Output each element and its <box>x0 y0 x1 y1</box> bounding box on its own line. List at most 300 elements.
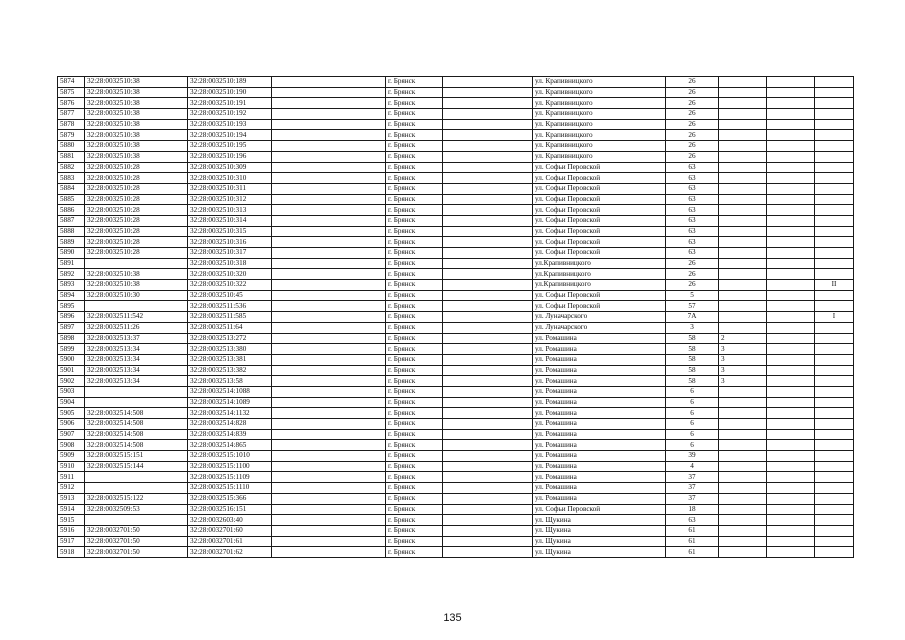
cell-house-number: 58 <box>666 354 719 365</box>
cell-city: г. Брянск <box>386 248 443 259</box>
cell-building-number <box>719 258 767 269</box>
cell-street: ул. Софьи Перовской <box>533 205 666 216</box>
cell-extra-column <box>272 429 386 440</box>
cell-city: г. Брянск <box>386 504 443 515</box>
cell-parent-cadastral-number: 32:28:0032510:28 <box>85 205 188 216</box>
table-row <box>58 536 854 547</box>
cell-street: ул. Софьи Перовской <box>533 226 666 237</box>
cell-city: г. Брянск <box>386 141 443 152</box>
cell-apartment-number <box>767 205 815 216</box>
cell-row-number: 5902 <box>58 376 85 387</box>
cell-house-number: 37 <box>666 472 719 483</box>
table-row <box>58 504 854 515</box>
cell-building-number <box>719 280 767 291</box>
cell-extra-column <box>272 493 386 504</box>
cell-city: г. Брянск <box>386 376 443 387</box>
cell-city: г. Брянск <box>386 461 443 472</box>
table-row <box>58 173 854 184</box>
cell-street: ул. Софьи Перовской <box>533 290 666 301</box>
cell-street: ул. Крапивницкого <box>533 87 666 98</box>
cell-house-number: 26 <box>666 109 719 120</box>
cell-row-number: 5910 <box>58 461 85 472</box>
cell-apartment-number <box>767 483 815 494</box>
cell-parent-cadastral-number: 32:28:0032510:28 <box>85 248 188 259</box>
cell-extra-column <box>272 312 386 323</box>
cell-category <box>815 87 854 98</box>
cell-cadastral-number: 32:28:0032510:192 <box>188 109 272 120</box>
cell-building-number <box>719 98 767 109</box>
cell-street: ул. Ромашина <box>533 333 666 344</box>
cell-street: ул. Луначарского <box>533 322 666 333</box>
cell-extra-column-2 <box>443 376 533 387</box>
cell-extra-column <box>272 472 386 483</box>
cell-cadastral-number: 32:28:0032510:316 <box>188 237 272 248</box>
cell-extra-column <box>272 205 386 216</box>
cell-house-number: 58 <box>666 376 719 387</box>
cell-building-number <box>719 397 767 408</box>
cell-cadastral-number: 32:28:0032510:195 <box>188 141 272 152</box>
cell-building-number <box>719 483 767 494</box>
cell-cadastral-number: 32:28:0032510:45 <box>188 290 272 301</box>
cell-parent-cadastral-number: 32:28:0032514:508 <box>85 429 188 440</box>
cell-category <box>815 333 854 344</box>
cell-category <box>815 536 854 547</box>
cell-category <box>815 290 854 301</box>
cell-parent-cadastral-number: 32:28:0032515:122 <box>85 493 188 504</box>
cell-house-number: 26 <box>666 258 719 269</box>
cell-row-number: 5894 <box>58 290 85 301</box>
cell-category <box>815 386 854 397</box>
cell-building-number <box>719 322 767 333</box>
cell-apartment-number <box>767 386 815 397</box>
cell-parent-cadastral-number: 32:28:0032511:26 <box>85 322 188 333</box>
cell-category <box>815 269 854 280</box>
cell-building-number <box>719 536 767 547</box>
cell-apartment-number <box>767 215 815 226</box>
cell-building-number <box>719 226 767 237</box>
cell-category <box>815 344 854 355</box>
cell-row-number: 5892 <box>58 269 85 280</box>
cell-city: г. Брянск <box>386 440 443 451</box>
cell-building-number <box>719 451 767 462</box>
cell-extra-column-2 <box>443 461 533 472</box>
cell-house-number: 63 <box>666 215 719 226</box>
cell-category: I <box>815 312 854 323</box>
table-row <box>58 429 854 440</box>
cell-street: ул. Ромашина <box>533 493 666 504</box>
table-row <box>58 354 854 365</box>
cell-category <box>815 119 854 130</box>
registry-table <box>57 76 854 558</box>
cell-apartment-number <box>767 322 815 333</box>
cell-cadastral-number: 32:28:0032513:381 <box>188 354 272 365</box>
cell-extra-column-2 <box>443 248 533 259</box>
cell-extra-column <box>272 408 386 419</box>
cell-street: ул. Крапивницкого <box>533 141 666 152</box>
table-row <box>58 237 854 248</box>
cell-city: г. Брянск <box>386 547 443 558</box>
cell-street: ул. Крапивницкого <box>533 77 666 88</box>
cell-parent-cadastral-number: 32:28:0032701:50 <box>85 536 188 547</box>
cell-extra-column <box>272 440 386 451</box>
cell-building-number <box>719 215 767 226</box>
cell-row-number: 5882 <box>58 162 85 173</box>
cell-extra-column-2 <box>443 419 533 430</box>
cell-apartment-number <box>767 173 815 184</box>
cell-parent-cadastral-number: 32:28:0032510:28 <box>85 194 188 205</box>
cell-apartment-number <box>767 354 815 365</box>
cell-house-number: 58 <box>666 344 719 355</box>
cell-building-number <box>719 194 767 205</box>
cell-street: ул. Щукина <box>533 536 666 547</box>
cell-city: г. Брянск <box>386 525 443 536</box>
cell-row-number: 5874 <box>58 77 85 88</box>
table-row <box>58 130 854 141</box>
cell-house-number: 26 <box>666 151 719 162</box>
cell-street: ул. Ромашина <box>533 397 666 408</box>
cell-apartment-number <box>767 290 815 301</box>
cell-extra-column-2 <box>443 504 533 515</box>
cell-cadastral-number: 32:28:0032510:189 <box>188 77 272 88</box>
cell-building-number <box>719 205 767 216</box>
cell-extra-column <box>272 248 386 259</box>
cell-extra-column <box>272 461 386 472</box>
table-row <box>58 301 854 312</box>
cell-extra-column <box>272 87 386 98</box>
cell-extra-column-2 <box>443 301 533 312</box>
cell-apartment-number <box>767 333 815 344</box>
cell-apartment-number <box>767 493 815 504</box>
cell-extra-column-2 <box>443 237 533 248</box>
cell-extra-column-2 <box>443 536 533 547</box>
cell-cadastral-number: 32:28:0032510:190 <box>188 87 272 98</box>
table-row <box>58 141 854 152</box>
cell-city: г. Брянск <box>386 173 443 184</box>
cell-city: г. Брянск <box>386 280 443 291</box>
cell-building-number <box>719 515 767 526</box>
cell-category <box>815 77 854 88</box>
cell-apartment-number <box>767 536 815 547</box>
cell-extra-column-2 <box>443 258 533 269</box>
cell-extra-column <box>272 547 386 558</box>
cell-street: ул.Крапивницкого <box>533 269 666 280</box>
cell-city: г. Брянск <box>386 215 443 226</box>
table-row <box>58 461 854 472</box>
cell-parent-cadastral-number: 32:28:0032513:34 <box>85 354 188 365</box>
cell-extra-column-2 <box>443 386 533 397</box>
cell-house-number: 61 <box>666 547 719 558</box>
cell-cadastral-number: 32:28:0032515:366 <box>188 493 272 504</box>
cell-extra-column-2 <box>443 472 533 483</box>
cell-cadastral-number: 32:28:0032513:272 <box>188 333 272 344</box>
cell-category <box>815 205 854 216</box>
table-row <box>58 419 854 430</box>
cell-parent-cadastral-number: 32:28:0032701:50 <box>85 525 188 536</box>
page-number: 135 <box>443 612 462 624</box>
table-row <box>58 547 854 558</box>
cell-house-number: 63 <box>666 515 719 526</box>
cell-category <box>815 162 854 173</box>
cell-cadastral-number: 32:28:0032514:1132 <box>188 408 272 419</box>
cell-city: г. Брянск <box>386 205 443 216</box>
table-row <box>58 162 854 173</box>
cell-row-number: 5905 <box>58 408 85 419</box>
cell-house-number: 26 <box>666 87 719 98</box>
cell-parent-cadastral-number: 32:28:0032510:38 <box>85 130 188 141</box>
cell-row-number: 5913 <box>58 493 85 504</box>
cell-cadastral-number: 32:28:0032603:40 <box>188 515 272 526</box>
cell-cadastral-number: 32:28:0032515:1109 <box>188 472 272 483</box>
cell-row-number: 5875 <box>58 87 85 98</box>
cell-house-number: 63 <box>666 162 719 173</box>
cell-extra-column <box>272 322 386 333</box>
cell-row-number: 5886 <box>58 205 85 216</box>
cell-extra-column <box>272 376 386 387</box>
cell-extra-column-2 <box>443 344 533 355</box>
table-row <box>58 397 854 408</box>
cell-extra-column-2 <box>443 173 533 184</box>
cell-extra-column <box>272 183 386 194</box>
cell-extra-column-2 <box>443 119 533 130</box>
cell-category <box>815 173 854 184</box>
cell-category <box>815 215 854 226</box>
cell-house-number: 57 <box>666 301 719 312</box>
cell-extra-column-2 <box>443 226 533 237</box>
cell-extra-column-2 <box>443 408 533 419</box>
cell-cadastral-number: 32:28:0032701:61 <box>188 536 272 547</box>
cell-apartment-number <box>767 472 815 483</box>
cell-building-number <box>719 269 767 280</box>
cell-city: г. Брянск <box>386 386 443 397</box>
cell-cadastral-number: 32:28:0032510:309 <box>188 162 272 173</box>
cell-building-number <box>719 130 767 141</box>
cell-extra-column-2 <box>443 354 533 365</box>
cell-parent-cadastral-number: 32:28:0032513:34 <box>85 376 188 387</box>
cell-street: ул. Ромашина <box>533 365 666 376</box>
cell-row-number: 5907 <box>58 429 85 440</box>
cell-city: г. Брянск <box>386 226 443 237</box>
table-row <box>58 322 854 333</box>
cell-extra-column-2 <box>443 290 533 301</box>
cell-cadastral-number: 32:28:0032510:191 <box>188 98 272 109</box>
cell-cadastral-number: 32:28:0032511:64 <box>188 322 272 333</box>
cell-extra-column <box>272 109 386 120</box>
cell-apartment-number <box>767 77 815 88</box>
cell-house-number: 6 <box>666 419 719 430</box>
cell-extra-column <box>272 215 386 226</box>
cell-extra-column <box>272 141 386 152</box>
cell-parent-cadastral-number: 32:28:0032510:38 <box>85 280 188 291</box>
cell-category <box>815 301 854 312</box>
cell-house-number: 58 <box>666 365 719 376</box>
cell-house-number: 6 <box>666 397 719 408</box>
cell-row-number: 5918 <box>58 547 85 558</box>
cell-parent-cadastral-number: 32:28:0032510:28 <box>85 237 188 248</box>
cell-house-number: 7А <box>666 312 719 323</box>
cell-parent-cadastral-number <box>85 397 188 408</box>
cell-building-number <box>719 237 767 248</box>
cell-parent-cadastral-number: 32:28:0032511:542 <box>85 312 188 323</box>
cell-city: г. Брянск <box>386 87 443 98</box>
cell-apartment-number <box>767 504 815 515</box>
cell-cadastral-number: 32:28:0032510:314 <box>188 215 272 226</box>
cell-extra-column-2 <box>443 130 533 141</box>
cell-extra-column-2 <box>443 194 533 205</box>
cell-city: г. Брянск <box>386 344 443 355</box>
cell-city: г. Брянск <box>386 77 443 88</box>
cell-house-number: 63 <box>666 226 719 237</box>
cell-parent-cadastral-number <box>85 515 188 526</box>
cell-building-number <box>719 248 767 259</box>
cell-house-number: 26 <box>666 130 719 141</box>
cell-extra-column <box>272 483 386 494</box>
cell-row-number: 5912 <box>58 483 85 494</box>
cell-extra-column-2 <box>443 322 533 333</box>
cell-extra-column <box>272 419 386 430</box>
cell-extra-column-2 <box>443 525 533 536</box>
cell-apartment-number <box>767 109 815 120</box>
table-row <box>58 408 854 419</box>
cell-category <box>815 493 854 504</box>
table-row <box>58 472 854 483</box>
cell-parent-cadastral-number: 32:28:0032514:508 <box>85 419 188 430</box>
cell-apartment-number <box>767 525 815 536</box>
cell-apartment-number <box>767 397 815 408</box>
cell-cadastral-number: 32:28:0032510:193 <box>188 119 272 130</box>
cell-building-number <box>719 151 767 162</box>
cell-parent-cadastral-number: 32:28:0032515:151 <box>85 451 188 462</box>
table-row <box>58 290 854 301</box>
cell-city: г. Брянск <box>386 119 443 130</box>
cell-parent-cadastral-number: 32:28:0032510:38 <box>85 98 188 109</box>
cell-cadastral-number: 32:28:0032515:1010 <box>188 451 272 462</box>
cell-city: г. Брянск <box>386 322 443 333</box>
cell-parent-cadastral-number: 32:28:0032513:34 <box>85 344 188 355</box>
cell-extra-column <box>272 119 386 130</box>
cell-row-number: 5915 <box>58 515 85 526</box>
cell-category <box>815 365 854 376</box>
cell-cadastral-number: 32:28:0032510:196 <box>188 151 272 162</box>
cell-house-number: 4 <box>666 461 719 472</box>
cell-row-number: 5908 <box>58 440 85 451</box>
cell-extra-column <box>272 77 386 88</box>
cell-house-number: 3 <box>666 322 719 333</box>
cell-building-number <box>719 547 767 558</box>
cell-extra-column <box>272 451 386 462</box>
cell-row-number: 5893 <box>58 280 85 291</box>
cell-extra-column-2 <box>443 547 533 558</box>
cell-city: г. Брянск <box>386 98 443 109</box>
cell-street: ул. Щукина <box>533 525 666 536</box>
cell-city: г. Брянск <box>386 365 443 376</box>
cell-parent-cadastral-number: 32:28:0032510:28 <box>85 173 188 184</box>
cell-street: ул. Софьи Перовской <box>533 215 666 226</box>
cell-street: ул. Ромашина <box>533 472 666 483</box>
cell-parent-cadastral-number <box>85 483 188 494</box>
cell-category <box>815 515 854 526</box>
cell-extra-column <box>272 525 386 536</box>
cell-building-number <box>719 173 767 184</box>
cell-building-number <box>719 162 767 173</box>
cell-street: ул. Ромашина <box>533 461 666 472</box>
cell-building-number <box>719 77 767 88</box>
cell-category <box>815 109 854 120</box>
cell-house-number: 26 <box>666 119 719 130</box>
cell-extra-column <box>272 280 386 291</box>
cell-city: г. Брянск <box>386 258 443 269</box>
cell-city: г. Брянск <box>386 290 443 301</box>
cell-street: ул. Софьи Перовской <box>533 173 666 184</box>
cell-apartment-number <box>767 269 815 280</box>
cell-apartment-number <box>767 408 815 419</box>
cell-cadastral-number: 32:28:0032510:317 <box>188 248 272 259</box>
table-row <box>58 386 854 397</box>
cell-row-number: 5891 <box>58 258 85 269</box>
cell-category <box>815 130 854 141</box>
cell-extra-column <box>272 504 386 515</box>
cell-house-number: 6 <box>666 408 719 419</box>
cell-apartment-number <box>767 151 815 162</box>
cell-row-number: 5898 <box>58 333 85 344</box>
cell-cadastral-number: 32:28:0032514:828 <box>188 419 272 430</box>
cell-extra-column-2 <box>443 215 533 226</box>
cell-building-number: 2 <box>719 333 767 344</box>
cell-row-number: 5889 <box>58 237 85 248</box>
cell-cadastral-number: 32:28:0032514:1089 <box>188 397 272 408</box>
cell-apartment-number <box>767 344 815 355</box>
cell-extra-column-2 <box>443 515 533 526</box>
cell-city: г. Брянск <box>386 151 443 162</box>
cell-street: ул. Щукина <box>533 515 666 526</box>
cell-parent-cadastral-number: 32:28:0032513:34 <box>85 365 188 376</box>
cell-row-number: 5899 <box>58 344 85 355</box>
cell-category <box>815 397 854 408</box>
table-row <box>58 98 854 109</box>
cell-apartment-number <box>767 429 815 440</box>
cell-extra-column-2 <box>443 397 533 408</box>
cell-extra-column <box>272 536 386 547</box>
cell-cadastral-number: 32:28:0032514:839 <box>188 429 272 440</box>
cell-apartment-number <box>767 461 815 472</box>
cell-city: г. Брянск <box>386 536 443 547</box>
cell-street: ул. Ромашина <box>533 451 666 462</box>
cell-extra-column-2 <box>443 183 533 194</box>
cell-apartment-number <box>767 183 815 194</box>
cell-house-number: 61 <box>666 525 719 536</box>
table-row <box>58 333 854 344</box>
cell-category <box>815 237 854 248</box>
cell-extra-column <box>272 173 386 184</box>
cell-apartment-number <box>767 547 815 558</box>
table-row <box>58 376 854 387</box>
cell-building-number: 3 <box>719 354 767 365</box>
cell-cadastral-number: 32:28:0032510:310 <box>188 173 272 184</box>
cell-row-number: 5903 <box>58 386 85 397</box>
cell-extra-column <box>272 237 386 248</box>
cell-parent-cadastral-number <box>85 472 188 483</box>
cell-extra-column-2 <box>443 141 533 152</box>
cell-extra-column <box>272 344 386 355</box>
cell-street: ул. Ромашина <box>533 344 666 355</box>
cell-cadastral-number: 32:28:0032516:151 <box>188 504 272 515</box>
cell-parent-cadastral-number: 32:28:0032510:38 <box>85 269 188 280</box>
table-row <box>58 215 854 226</box>
cell-extra-column-2 <box>443 429 533 440</box>
cell-city: г. Брянск <box>386 333 443 344</box>
cell-row-number: 5917 <box>58 536 85 547</box>
cell-house-number: 58 <box>666 333 719 344</box>
cell-city: г. Брянск <box>386 183 443 194</box>
